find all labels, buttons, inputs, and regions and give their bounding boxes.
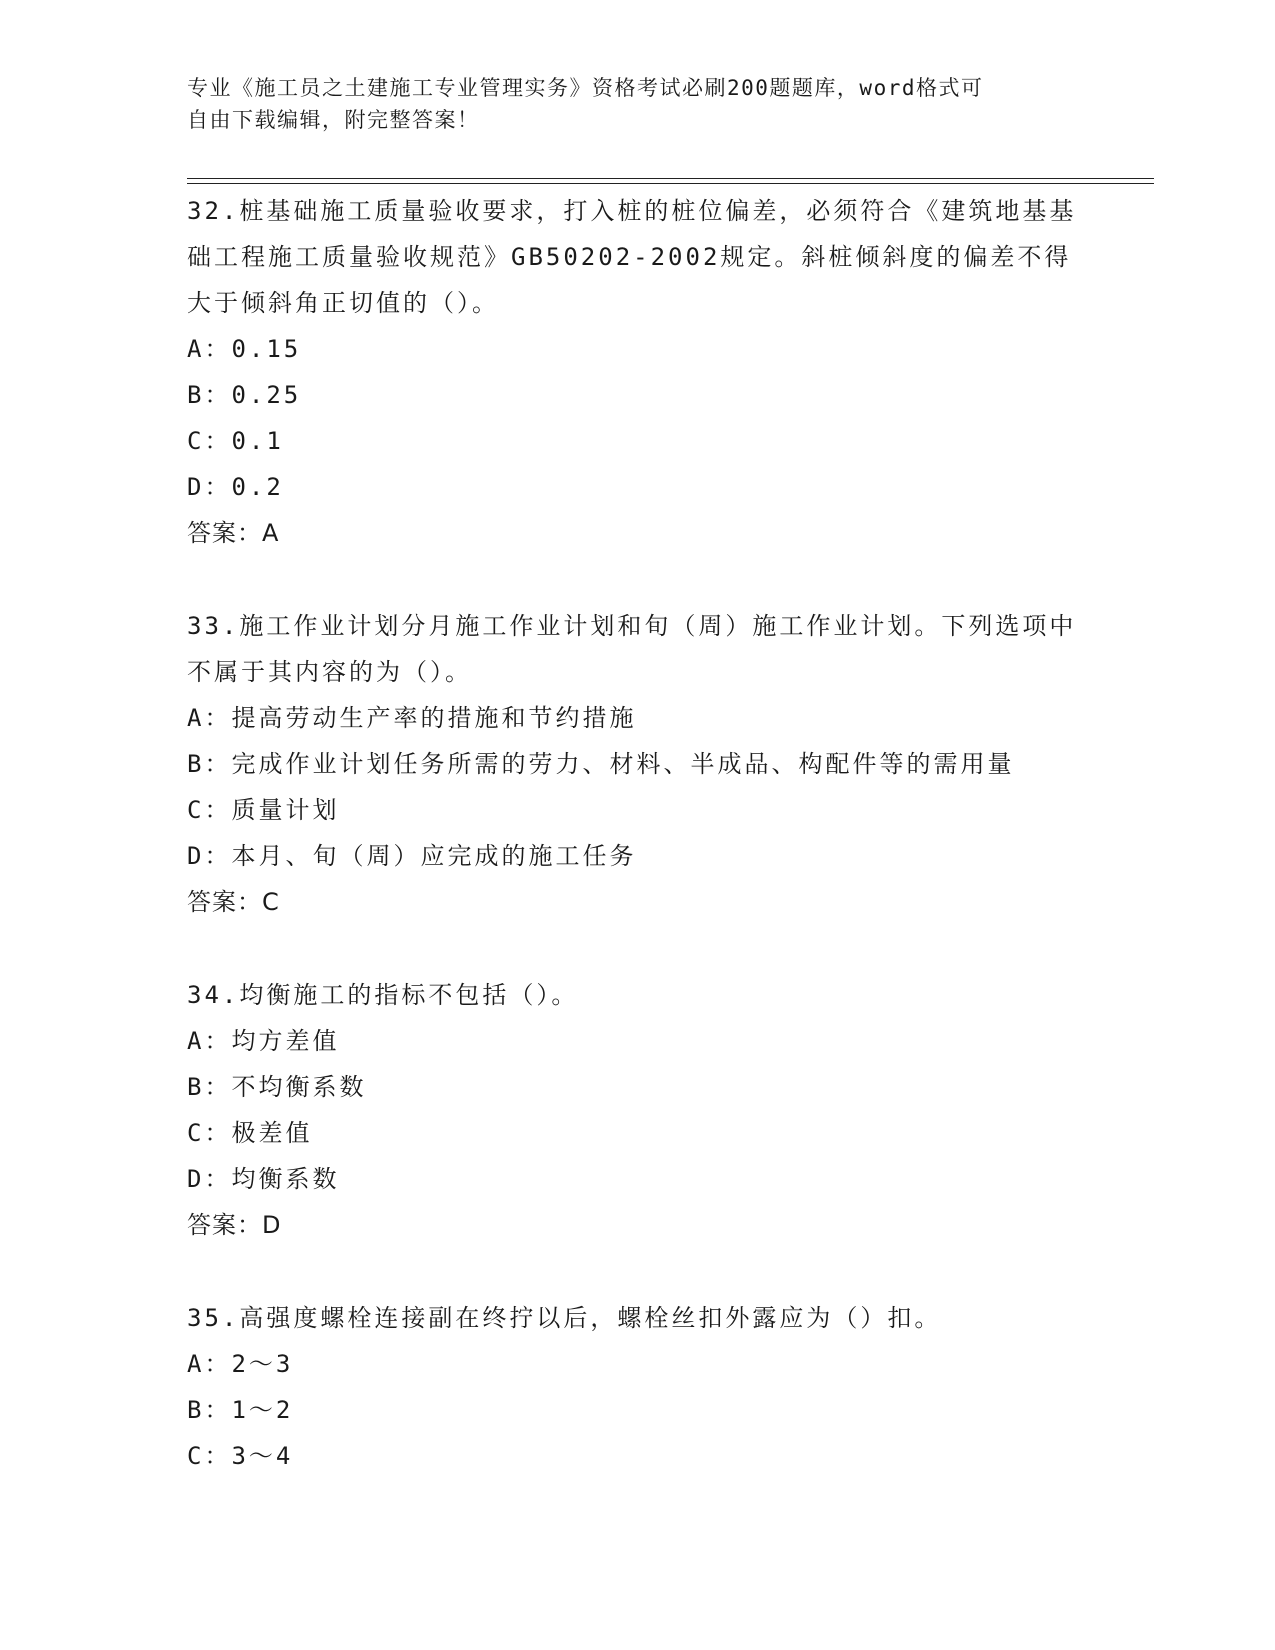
question-stem: 35.高强度螺栓连接副在终拧以后，螺栓丝扣外露应为（）扣。 bbox=[187, 1304, 942, 1332]
header-divider-top bbox=[187, 178, 1154, 179]
option-c: C：0.1 bbox=[187, 427, 284, 455]
option-d: D：0.2 bbox=[187, 473, 284, 501]
question-32 bbox=[187, 188, 1087, 556]
option-b: B：不均衡系数 bbox=[187, 1073, 367, 1101]
option-b: B：1～2 bbox=[187, 1396, 294, 1424]
question-34 bbox=[187, 972, 1087, 1248]
question-list bbox=[187, 188, 1087, 1526]
option-a: A：0.15 bbox=[187, 335, 302, 363]
header-line-1: 专业《施工员之土建施工专业管理实务》资格考试必刷200题题库，word格式可 bbox=[187, 76, 984, 100]
question-stem: 33.施工作业计划分月施工作业计划和旬（周）施工作业计划。下列选项中不属于其内容的为（）。 bbox=[187, 612, 1077, 686]
option-d: D：均衡系数 bbox=[187, 1165, 340, 1193]
option-c: C：3～4 bbox=[187, 1442, 294, 1470]
answer-line: 答案：A bbox=[187, 519, 280, 547]
option-a: A：均方差值 bbox=[187, 1027, 340, 1055]
answer-line: 答案：C bbox=[187, 888, 280, 916]
option-d: D：本月、旬（周）应完成的施工任务 bbox=[187, 842, 637, 870]
option-a: A：提高劳动生产率的措施和节约措施 bbox=[187, 704, 637, 732]
option-b: B：完成作业计划任务所需的劳力、材料、半成品、构配件等的需用量 bbox=[187, 750, 1015, 778]
option-a: A：2～3 bbox=[187, 1350, 294, 1378]
document-header bbox=[187, 72, 1067, 136]
question-33 bbox=[187, 603, 1087, 925]
option-c: C：极差值 bbox=[187, 1119, 313, 1147]
option-b: B：0.25 bbox=[187, 381, 302, 409]
question-35 bbox=[187, 1295, 1087, 1479]
option-c: C：质量计划 bbox=[187, 796, 340, 824]
answer-line: 答案：D bbox=[187, 1211, 282, 1239]
header-divider-bottom bbox=[187, 183, 1154, 184]
question-stem: 34.均衡施工的指标不包括（）。 bbox=[187, 981, 579, 1009]
header-line-2: 自由下载编辑，附完整答案！ bbox=[187, 108, 480, 132]
question-stem: 32.桩基础施工质量验收要求，打入桩的桩位偏差，必须符合《建筑地基基础工程施工质量验收规范》GB50202-2002规定。斜桩倾斜度的偏差不得大于倾斜角正切值的（）。 bbox=[187, 197, 1077, 317]
